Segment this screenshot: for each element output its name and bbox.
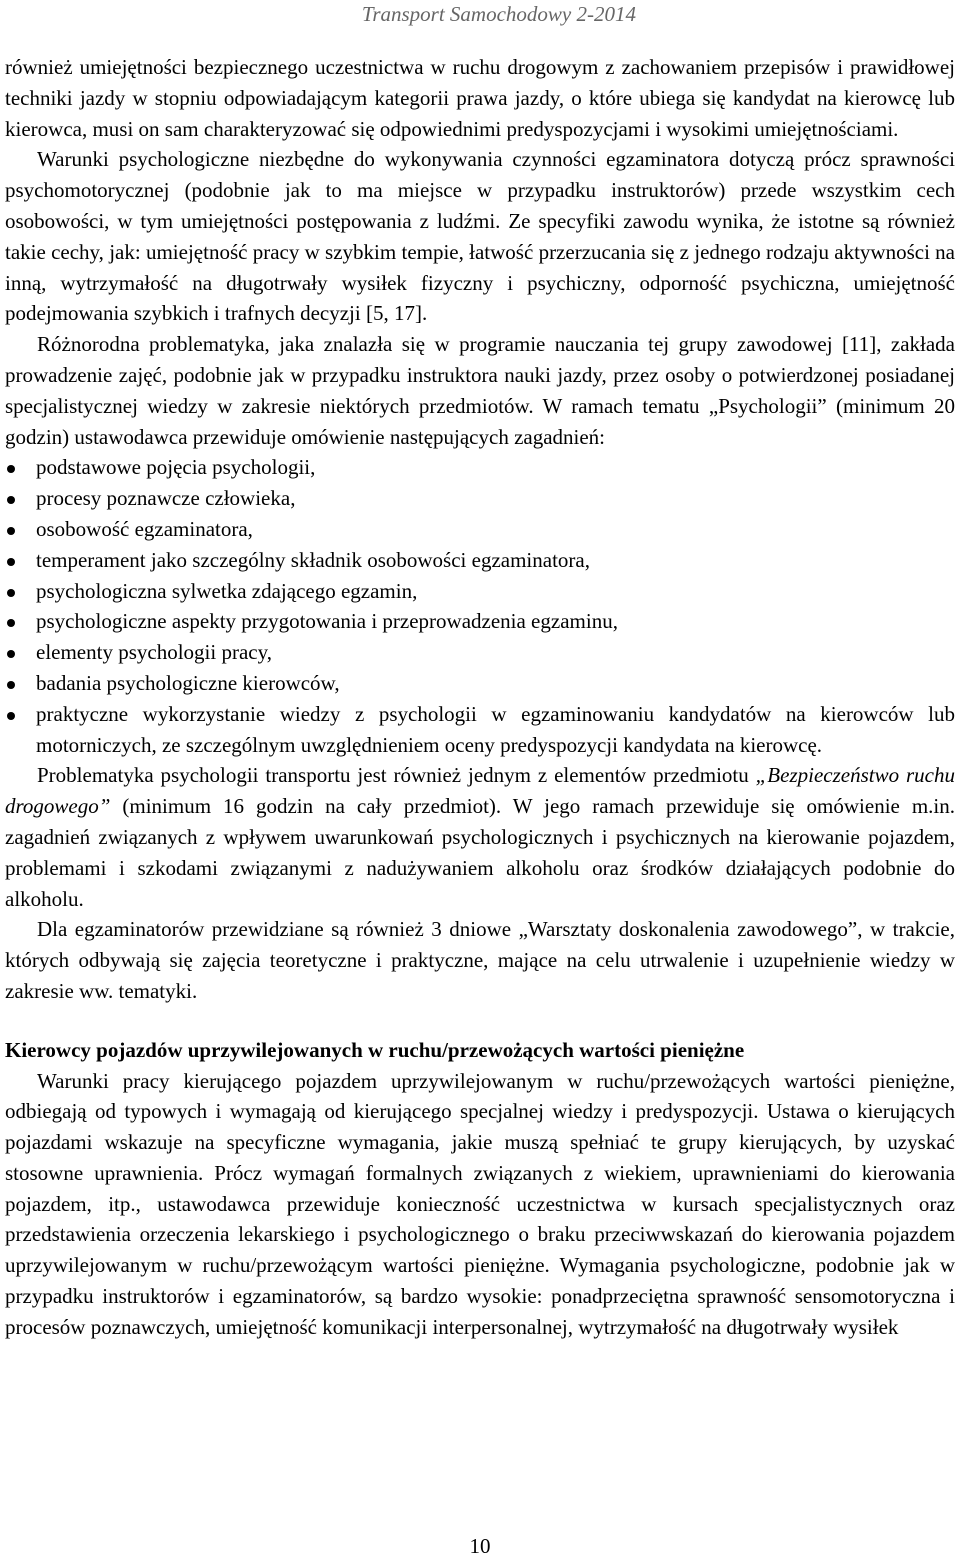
section-heading: Kierowcy pojazdów uprzywilejowanych w ruchu/przewożących wartości pieniężne bbox=[5, 1037, 745, 1062]
list-item: temperament jako szczególny składnik osobowości egzaminatora, bbox=[5, 545, 955, 576]
topic-list bbox=[5, 452, 955, 760]
list-item: procesy poznawcze człowieka, bbox=[5, 483, 955, 514]
running-header bbox=[0, 2, 960, 27]
paragraph-workshops: Dla egzaminatorów przewidziane są również 3 dniowe „Warsztaty doskonalenia zawodowego”, w trakcie, których odbywają się zajęcia teoretyczne i praktyczne, mające na celu utrwalenie i uzupełnienie wiedzy w zakresie ww. tematyki. bbox=[5, 917, 955, 1003]
page-number: 10 bbox=[469, 1534, 491, 1558]
paragraph-transport-after: (minimum 16 godzin na cały przedmiot). W jego ramach przewiduje się omówienie m.in. zagadnień związanych z wpływem uwarunkowań psychologicznych i psychicznych na kierowanie pojazdem, problemami i szkodami związanymi z nadużywaniem alkoholu oraz środków działających podobnie do alkoholu. bbox=[5, 794, 955, 911]
list-item: psychologiczna sylwetka zdającego egzamin, bbox=[5, 576, 955, 607]
list-item: psychologiczne aspekty przygotowania i przeprowadzenia egzaminu, bbox=[5, 606, 955, 637]
paragraph-transport-before: Problematyka psychologii transportu jest również jednym z elementów przedmiotu bbox=[37, 763, 756, 788]
paragraph-transport-psychology bbox=[5, 760, 955, 914]
paragraph-conditions: Warunki psychologiczne niezbędne do wykonywania czynności egzaminatora dotyczą prócz sprawności psychomotorycznej (podobnie jak to ma miejsce w przypadku instruktorów) przede wszystkim cech osobowości, w tym umiejętności postępowania z ludźmi. Ze specyfiki zawodu wynika, że istotne są również takie cechy, jak: umiejętność pracy w szybkim tempie, łatwość przerzucania się z jednego rodzaju aktywności na inną, wytrzymałość na długotrwały wysiłek fizyczny i psychiczny, odporność psychiczna, umiejętność podejmowania szybkich i trafnych decyzji [5, 17]. bbox=[5, 147, 955, 326]
list-item: podstawowe pojęcia psychologii, bbox=[5, 452, 955, 483]
article-body bbox=[5, 52, 955, 1343]
list-item: badania psychologiczne kierowców, bbox=[5, 668, 955, 699]
list-item: elementy psychologii pracy, bbox=[5, 637, 955, 668]
paragraph-section: Warunki pracy kierującego pojazdem uprzywilejowanym w ruchu/przewożących wartości pieniężne, odbiegają od typowych i wymagają od kierującego specjalnej wiedzy i predyspozycji. Ustawa o kierujących pojazdami wskazuje na specyficzne wymagania, jakie muszą spełniać te grupy kierujących, by uzyskać stosowne uprawnienia. Prócz wymagań formalnych związanych z wiekiem, uprawnieniami do kierowania pojazdem, itp., ustawodawca przewiduje konieczność uczestnictwa w kursach specjalistycznych oraz przedstawienia orzeczenia lekarskiego i psychologicznego o braku przeciwwskazań do kierowania pojazdem uprzywilejowanym w ruchu/przewożącym wartości pieniężne. Wymagania psychologiczne, podobnie jak w przypadku instruktorów i egzaminatorów, są bardzo wysokie: ponadprzeciętna sprawność sensomotoryczna i procesów poznawczych, umiejętność komunikacji interpersonalnej, wytrzymałość na długotrwały wysiłek bbox=[5, 1068, 955, 1339]
paragraph-program-intro: Różnorodna problematyka, jaka znalazła się w programie nauczania tej grupy zawodowej [11], zakłada prowadzenie zajęć, podobnie jak w przypadku instruktora nauki jazdy, przez osoby o potwierdzonej posiadanej specjalistycznej wiedzy w zakresie niektórych przedmiotów. W ramach tematu „Psychologii” (minimum 20 godzin) ustawodawca przewiduje omówienie następujących zagadnień: bbox=[5, 332, 955, 449]
subject-title: „Bezpieczeństwo ruchu drogowego” bbox=[5, 763, 955, 819]
journal-title: Transport Samochodowy 2-2014 bbox=[361, 2, 636, 26]
paragraph-continuation: również umiejętności bezpiecznego uczestnictwa w ruchu drogowym z zachowaniem przepisów i prawidłowej techniki jazdy w stopniu odpowiadającym kategorii prawa jazdy, o które ubiega się kandydat na kierowcę lub kierowca, musi on sam charakteryzować się odpowiednimi predyspozycjami i wysokimi umiejętnościami. bbox=[5, 55, 955, 141]
list-item: praktyczne wykorzystanie wiedzy z psychologii w egzaminowaniu kandydatów na kierowców lub motorniczych, ze szczególnym uwzględnieniem oceny predyspozycji kandydata na kierowcę. bbox=[5, 699, 955, 761]
list-item: osobowość egzaminatora, bbox=[5, 514, 955, 545]
